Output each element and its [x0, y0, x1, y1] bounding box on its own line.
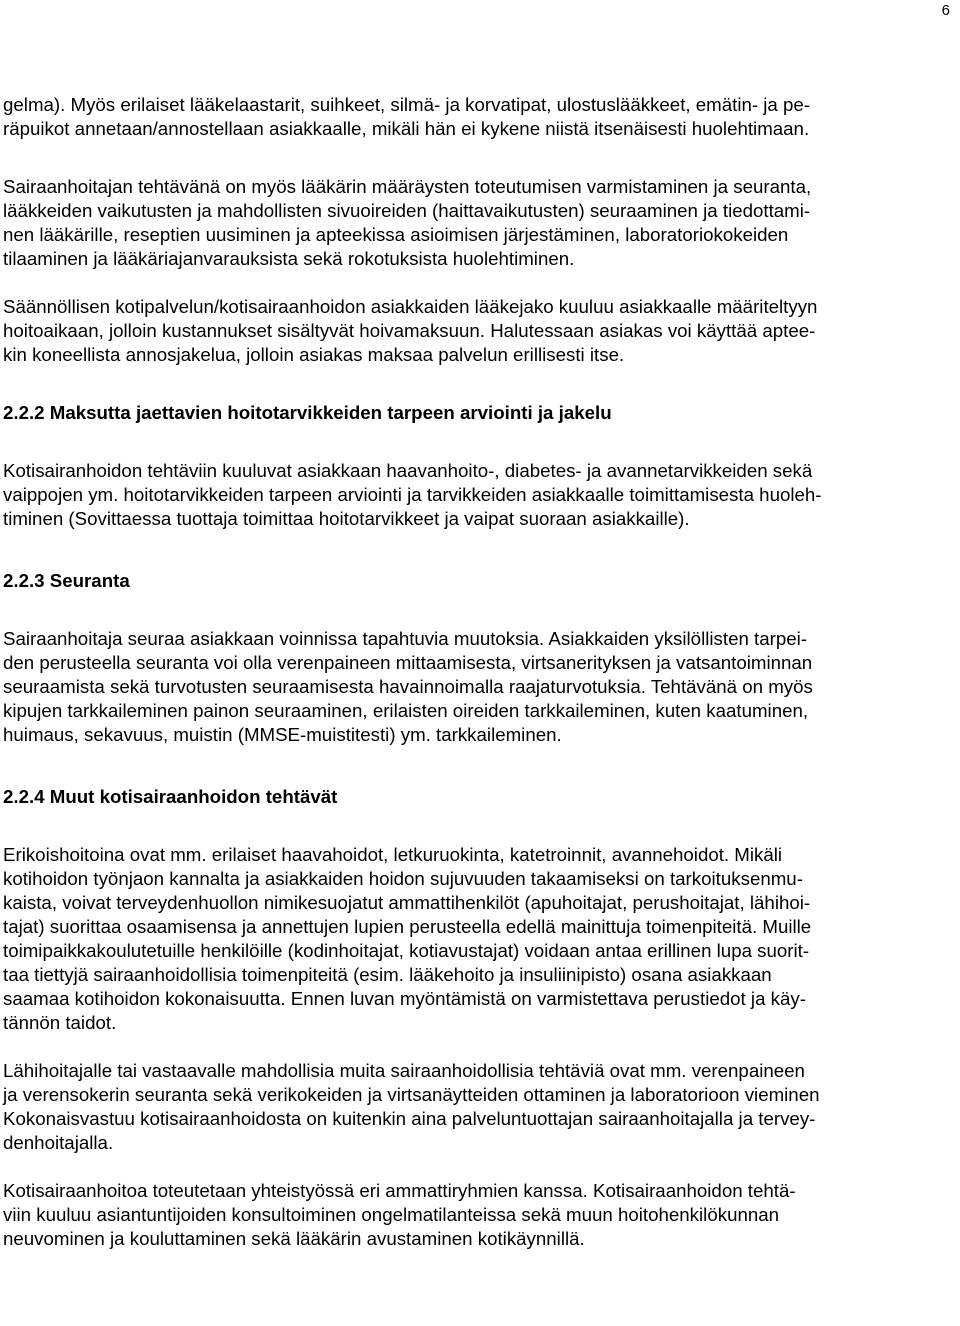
- document-body: [3, 93, 955, 1251]
- text-line: Kokonaisvastuu kotisairaanhoidosta on kuitenkin aina palveluntuottajan sairaanhoitajalla ja tervey-: [3, 1108, 816, 1129]
- text-line: viin kuuluu asiantuntijoiden konsultoiminen ongelmatilanteissa sekä muun hoitohenkilökunnan: [3, 1204, 780, 1225]
- text-line: Erikoishoitoina ovat mm. erilaiset haavahoidot, letkuruokinta, katetroinnit, avannehoidot. Mikäli: [3, 844, 783, 865]
- paragraph-medication-forms: [3, 93, 955, 141]
- text-line: tajat) suorittaa osaamisensa ja annettujen lupien perusteella edellä mainittuja toimenpiteitä. Muille: [3, 916, 812, 937]
- text-line: räpuikot annetaan/annostellaan asiakkaalle, mikäli hän ei kykene niistä itsenäisesti huolehtimaan.: [3, 118, 810, 139]
- text-line: neuvominen ja kouluttaminen sekä lääkärin avustaminen kotikäynnillä.: [3, 1228, 585, 1249]
- paragraph-nurse-duties: [3, 175, 955, 271]
- text-line: gelma). Myös erilaiset lääkelaastarit, suihkeet, silmä- ja korvatipat, ulostuslääkkeet, emätin- ja pe-: [3, 94, 811, 115]
- paragraph-practical-nurse-tasks: [3, 1059, 955, 1155]
- text-line: denhoitajalla.: [3, 1132, 114, 1153]
- text-line: seuraamista sekä turvotusten seuraamisesta havainnoimalla raajaturvotuksia. Tehtävänä on myös: [3, 676, 813, 697]
- text-line: timinen (Sovittaessa tuottaja toimittaa hoitotarvikkeet ja vaipat suoraan asiakkaille).: [3, 508, 690, 529]
- paragraph-medication-dispensing: [3, 295, 955, 367]
- text-line: huimaus, sekavuus, muistin (MMSE-muistitesti) ym. tarkkaileminen.: [3, 724, 562, 745]
- section-heading-2-2-2: 2.2.2 Maksutta jaettavien hoitotarvikkeiden tarpeen arviointi ja jakelu: [3, 402, 612, 423]
- text-line: Sairaanhoitajan tehtävänä on myös lääkärin määräysten toteutumisen varmistaminen ja seuranta,: [3, 176, 812, 197]
- text-line: kotihoidon työnjaon kannalta ja asiakkaiden hoidon sujuvuuden takaamiseksi on tarkoituksenmu-: [3, 868, 803, 889]
- text-line: kin koneellista annosjakelua, jolloin asiakas maksaa palvelun erillisesti itse.: [3, 344, 625, 365]
- section-heading-2-2-4: 2.2.4 Muut kotisairaanhoidon tehtävät: [3, 786, 338, 807]
- text-line: kipujen tarkkaileminen painon seuraaminen, erilaisten oireiden tarkkaileminen, kuten kaatuminen,: [3, 700, 809, 721]
- text-line: Sairaanhoitaja seuraa asiakkaan voinnissa tapahtuvia muutoksia. Asiakkaiden yksilöllisten tarpei-: [3, 628, 808, 649]
- text-line: den perusteella seuranta voi olla verenpaineen mittaamisesta, virtsanerityksen ja vatsantoiminnan: [3, 652, 813, 673]
- text-line: lääkkeiden vaikutusten ja mahdollisten sivuoireiden (haittavaikutusten) seuraaminen ja tiedottami-: [3, 200, 811, 221]
- paragraph-care-supplies: [3, 459, 955, 531]
- paragraph-monitoring: [3, 627, 955, 747]
- text-line: taa tiettyjä sairaanhoidollisia toimenpiteitä (esim. lääkehoito ja insuliinipisto) osana asiakkaan: [3, 964, 772, 985]
- text-line: Kotisairanhoidon tehtäviin kuuluvat asiakkaan haavanhoito-, diabetes- ja avannetarvikkeiden sekä: [3, 460, 813, 481]
- paragraph-special-care: [3, 843, 955, 1035]
- page-number: 6: [941, 2, 950, 19]
- text-line: tilaaminen ja lääkäriajanvarauksista sekä rokotuksista huolehtiminen.: [3, 248, 575, 269]
- text-line: toimipaikkakoulutetuille henkilöille (kodinhoitajat, kotiavustajat) voidaan antaa erillinen lupa suorit-: [3, 940, 810, 961]
- section-heading-2-2-3: 2.2.3 Seuranta: [3, 570, 130, 591]
- text-line: nen lääkärille, reseptien uusiminen ja apteekissa asioimisen järjestäminen, laboratoriokokeiden: [3, 224, 789, 245]
- text-line: Lähihoitajalle tai vastaavalle mahdollisia muita sairaanhoidollisia tehtäviä ovat mm. verenpaineen: [3, 1060, 805, 1081]
- text-line: Säännöllisen kotipalvelun/kotisairaanhoidon asiakkaiden lääkejako kuuluu asiakkaalle määriteltyyn: [3, 296, 818, 317]
- text-line: saamaa kotihoidon kokonaisuutta. Ennen luvan myöntämistä on varmistettava perustiedot ja käy-: [3, 988, 806, 1009]
- text-line: tännön taidot.: [3, 1012, 117, 1033]
- text-line: hoitoaikaan, jolloin kustannukset sisältyvät hoivamaksuun. Halutessaan asiakas voi käyttää aptee-: [3, 320, 816, 341]
- text-line: vaippojen ym. hoitotarvikkeiden tarpeen arviointi ja tarvikkeiden asiakkaalle toimittamisesta huoleh-: [3, 484, 822, 505]
- text-line: ja verensokerin seuranta sekä verikokeiden ja virtsanäytteiden ottaminen ja laboratorioon vieminen: [3, 1084, 820, 1105]
- text-line: kaista, voivat terveydenhuollon nimikesuojatut ammattihenkilöt (apuhoitajat, perushoitajat, lähihoi-: [3, 892, 811, 913]
- text-line: Kotisairaanhoitoa toteutetaan yhteistyössä eri ammattiryhmien kanssa. Kotisairaanhoidon tehtä-: [3, 1180, 796, 1201]
- paragraph-cooperation: [3, 1179, 955, 1251]
